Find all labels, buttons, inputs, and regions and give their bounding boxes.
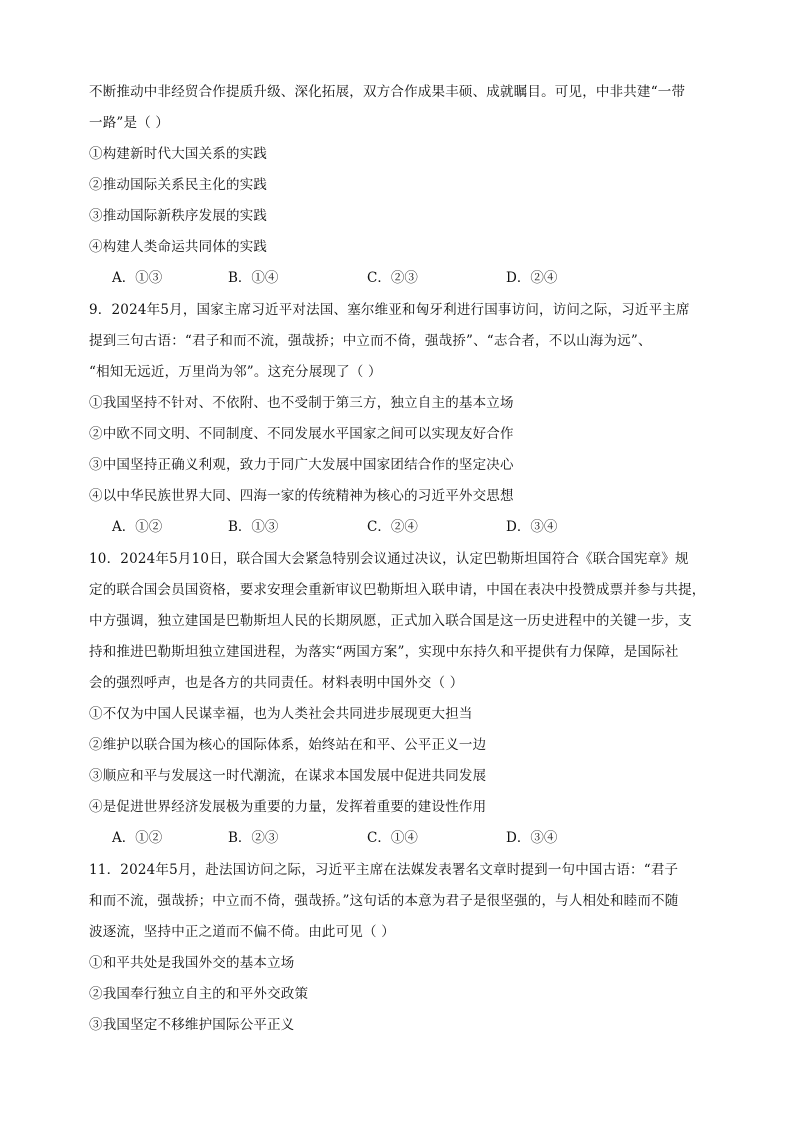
q8-option-d[interactable]: D．②④ [506,270,558,286]
q10-stem-line-4: 持和推进巴勒斯坦独立建国进程，为落实“两国方案”，实现中东持久和平提供有力保障，是国际社 [89,644,679,660]
q8-item-3: ③推动国际新秩序发展的实践 [89,208,268,224]
q8-item-1: ①构建新时代大国关系的实践 [89,146,268,162]
q8-stem-line-1: 不断推动中非经贸合作提质升级、深化拓展，双方合作成果丰硕、成就瞩目。可见，中非共建“一带 [89,84,686,100]
q9-option-c[interactable]: C．②④ [367,519,418,535]
q10-option-c[interactable]: C．①④ [367,830,418,846]
q11-stem-line-1: 11．2024年5月，赴法国访问之际，习近平主席在法媒发表署名文章时提到一句中国古语：“君子 [89,862,679,878]
q10-option-b[interactable]: B．②③ [228,830,279,846]
q10-stem-line-3: 中方强调，独立建国是巴勒斯坦人民的长期夙愿，正式加入联合国是这一历史进程中的关键一步，支 [89,613,692,629]
q9-option-b[interactable]: B．①③ [228,519,279,535]
q10-stem-line-1: 10．2024年5月10日，联合国大会紧急特别会议通过决议，认定巴勒斯坦国符合《联合国宪章》规 [89,551,689,567]
q10-item-4: ④是促进世界经济发展极为重要的力量，发挥着重要的建设性作用 [89,799,487,815]
q10-stem-line-2: 定的联合国会员国资格，要求安理会重新审议巴勒斯坦入联申请，中国在表决中投赞成票并参与共提， [89,582,706,598]
q8-option-a[interactable]: A．①③ [112,270,163,286]
q10-option-a[interactable]: A．①② [112,830,163,846]
q9-stem-line-3: “相知无远近，万里尚为邻”。这充分展现了（ ） [89,364,382,380]
q8-option-b[interactable]: B．①④ [228,270,279,286]
q8-item-2: ②推动国际关系民主化的实践 [89,177,268,193]
q10-item-1: ①不仅为中国人民谋幸福，也为人类社会共同进步展现更大担当 [89,706,473,722]
q9-item-4: ④以中华民族世界大同、四海一家的传统精神为核心的习近平外交思想 [89,488,514,504]
q11-stem-line-2: 和而不流，强哉挢；中立而不倚，强哉挢。”这句话的本意为君子是很坚强的，与人相处和睦而不随 [89,893,679,909]
q9-option-a[interactable]: A．①② [112,519,163,535]
q9-stem-line-2: 提到三句古语：“君子和而不流，强哉挢；中立而不倚，强哉挢”、“志合者，不以山海为远”、 [89,333,652,349]
q10-stem-line-5: 会的强烈呼声，也是各方的共同责任。材料表明中国外交（ ） [89,675,464,691]
q9-item-2: ②中欧不同文明、不同制度、不同发展水平国家之间可以实现友好合作 [89,426,514,442]
q9-option-d[interactable]: D．③④ [506,519,558,535]
q11-item-3: ③我国坚定不移维护国际公平正义 [89,1017,295,1033]
q8-item-4: ④构建人类命运共同体的实践 [89,239,268,255]
q11-item-2: ②我国奉行独立自主的和平外交政策 [89,986,309,1002]
q8-stem-line-2: 一路”是（ ） [89,115,170,131]
q11-item-1: ①和平共处是我国外交的基本立场 [89,955,295,971]
q9-item-3: ③中国坚持正确义利观，致力于同广大发展中国家团结合作的坚定决心 [89,457,514,473]
q10-option-d[interactable]: D．③④ [506,830,558,846]
q9-stem-line-1: 9．2024年5月，国家主席习近平对法国、塞尔维亚和匈牙利进行国事访问，访问之际，习近平主席 [89,302,690,318]
q8-option-c[interactable]: C．②③ [367,270,418,286]
q10-item-2: ②维护以联合国为核心的国际体系，始终站在和平、公平正义一边 [89,737,487,753]
q10-item-3: ③顺应和平与发展这一时代潮流，在谋求本国发展中促进共同发展 [89,768,487,784]
q11-stem-line-3: 波逐流，坚持中正之道而不偏不倚。由此可见（ ） [89,924,395,940]
q9-item-1: ①我国坚持不针对、不依附、也不受制于第三方，独立自主的基本立场 [89,395,514,411]
